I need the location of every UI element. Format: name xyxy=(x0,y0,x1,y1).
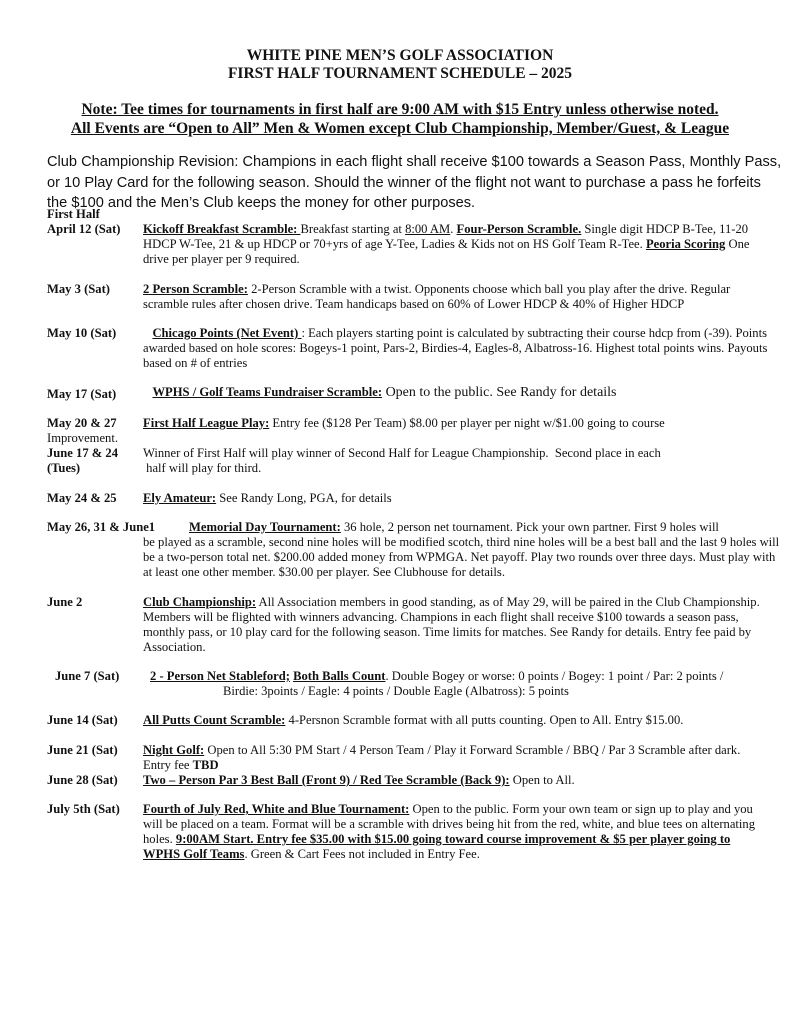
event-description-continued: be played as a scramble, second nine holes will be modified scotch, third nine holes will be a best ball and the last 9 holes will be a two-person total net. $200.00 added money from WPMGA. Net payoff. Play two rounds over three days. Must play with at least one other member. $30.00 per player. See Clubhouse for details. xyxy=(143,535,780,579)
event-description: Memorial Day Tournament: 36 hole, 2 person net tournament. Pick your own partner. First 9 holes will xyxy=(189,520,719,534)
event-title: Memorial Day Tournament: xyxy=(189,520,341,534)
event-continuation: Improvement. xyxy=(47,431,118,445)
event-title: Chicago Points (Net Event) xyxy=(152,326,302,340)
event-title: Kickoff Breakfast Scramble: xyxy=(143,222,301,236)
event-date: May 26, 31 & June1 xyxy=(47,520,156,534)
event-time: 8:00 AM xyxy=(405,222,451,236)
event-date: May 3 (Sat) xyxy=(47,282,110,296)
first-half-label: First Half xyxy=(47,207,100,221)
event-title: All Putts Count Scramble: xyxy=(143,713,286,727)
revision-line-2: or 10 Play Card for the following season. Should the winner of the flight not want to purchase a pass he forfeits xyxy=(47,174,761,191)
event-scoring: Peoria Scoring xyxy=(645,237,726,251)
revision-paragraph xyxy=(47,152,787,214)
document-subtitle: FIRST HALF TOURNAMENT SCHEDULE – 2025 xyxy=(227,65,573,82)
event-date: May 24 & 25 xyxy=(47,491,117,505)
event-description: Winner of First Half will play winner of Second Half for League Championship. Second place in each half will play for third. xyxy=(143,446,661,475)
event-description: All Putts Count Scramble: 4-Persnon Scramble format with all putts counting. Open to All. Entry $15.00. xyxy=(143,713,684,727)
event-title: Ely Amateur: xyxy=(143,491,217,505)
document-title: WHITE PINE MEN’S GOLF ASSOCIATION xyxy=(246,47,554,64)
event-description: Chicago Points (Net Event) : Each players starting point is calculated by subtracting their course hdcp from (-39). Points awarded based on hole scores: Bogeys-1 point, Pars-2, Birdies-4, Eagles-8, Albatross-16. Highest total points wins. Payouts based on # of entries xyxy=(143,326,768,370)
event-title: Fourth of July Red, White and Blue Tournament: xyxy=(143,802,410,816)
event-description: Kickoff Breakfast Scramble: Breakfast starting at 8:00 AM. Four-Person Scramble. Single digit HDCP B-Tee, 11-20 HDCP W-Tee, 21 & up HDCP or 70+yrs of age Y-Tee, Ladies & Kids not on HS Golf Team R-Tee. Peoria Scoring One drive per player per 9 required. xyxy=(143,222,750,266)
note-line-2: All Events are “Open to All” Men & Women except Club Championship, Member/Guest, & League xyxy=(70,120,730,137)
event-date: April 12 (Sat) xyxy=(47,222,121,236)
event-date: June 28 (Sat) xyxy=(47,773,118,787)
event-title: Two – Person Par 3 Best Ball (Front 9) / Red Tee Scramble (Back 9): xyxy=(143,773,510,787)
event-description: 2 Person Scramble: 2-Person Scramble with a twist. Opponents choose which ball you play after the drive. Regular scramble rules after chosen drive. Team handicaps based on 60% of Lower HDCP & 40% of Higher HDCP xyxy=(143,282,731,311)
event-date: June 21 (Sat) xyxy=(47,743,118,757)
event-subtitle: Both Balls Count xyxy=(293,669,386,683)
event-description: Two – Person Par 3 Best Ball (Front 9) / Red Tee Scramble (Back 9): Open to All. xyxy=(143,773,575,787)
event-description: 2 - Person Net Stableford; Both Balls Count. Double Bogey or worse: 0 points / Bogey: 1 point / Par: 2 points / xyxy=(150,669,724,683)
event-description: Club Championship: All Association members in good standing, as of May 29, will be paired in the Club Championship. Members will be flighted with winners advancing. Champions in each flight shall receive $100 towards a season pass, monthly pass, or 10 play card for the following season. Time limits for matches. See Randy for details. Entry fee paid by Association. xyxy=(143,595,760,654)
event-description: WPHS / Golf Teams Fundraiser Scramble: Open to the public. See Randy for details xyxy=(152,385,617,400)
event-title: 2 - Person Net Stableford; xyxy=(150,669,290,683)
event-date: May 20 & 27 xyxy=(47,416,117,430)
event-title: Night Golf: xyxy=(143,743,205,757)
event-title: First Half League Play: xyxy=(143,416,270,430)
entry-fee-tbd: TBD xyxy=(192,758,219,772)
event-title: WPHS / Golf Teams Fundraiser Scramble: xyxy=(152,385,383,399)
event-date: June 17 & 24 xyxy=(47,446,119,460)
event-fee-detail: 9:00AM Start. Entry fee $35.00 with $15.00 going toward course improvement & $5 per player going to WPHS Golf Teams xyxy=(143,832,731,861)
note-line-1: Note: Tee times for tournaments in first half are 9:00 AM with $15 Entry unless otherwise noted. xyxy=(81,101,719,118)
event-description: Ely Amateur: See Randy Long, PGA, for details xyxy=(143,491,392,505)
event-title: 2 Person Scramble: xyxy=(143,282,248,296)
event-date: July 5th (Sat) xyxy=(47,802,120,816)
revision-line-3: the $100 and the Men’s Club keeps the money for other purposes. xyxy=(47,195,476,211)
event-day: (Tues) xyxy=(47,461,81,475)
event-description: First Half League Play: Entry fee ($128 Per Team) $8.00 per player per night w/$1.00 going to course xyxy=(143,416,665,430)
event-title: Club Championship: xyxy=(143,595,257,609)
event-date: May 10 (Sat) xyxy=(47,326,117,340)
event-format: Four-Person Scramble. xyxy=(456,222,582,236)
revision-line-1: Club Championship Revision: Champions in each flight shall receive $100 towards a Season Pass, Monthly Pass, xyxy=(47,154,782,170)
event-description: Night Golf: Open to All 5:30 PM Start / 4 Person Team / Play it Forward Scramble / BBQ / Par 3 Scramble after dark. Entry fee TBD xyxy=(143,743,741,772)
event-description-continued: Birdie: 3points / Eagle: 4 points / Double Eagle (Albatross): 5 points xyxy=(223,684,569,698)
event-date: June 14 (Sat) xyxy=(47,713,118,727)
event-date: June 7 (Sat) xyxy=(55,669,120,683)
event-date: June 2 xyxy=(47,595,83,609)
event-description: Fourth of July Red, White and Blue Tournament: Open to the public. Form your own team or sign up to play and you will be placed on a team. Format will be a scramble with drives being hit from the red, white, and blue tees on alternating holes. 9:00AM Start. Entry fee $35.00 with $15.00 going toward course improvement & $5 per player going to WPHS Golf Teams. Green & Cart Fees not included in Entry Fee. xyxy=(143,802,756,861)
event-date: May 17 (Sat) xyxy=(47,387,117,401)
